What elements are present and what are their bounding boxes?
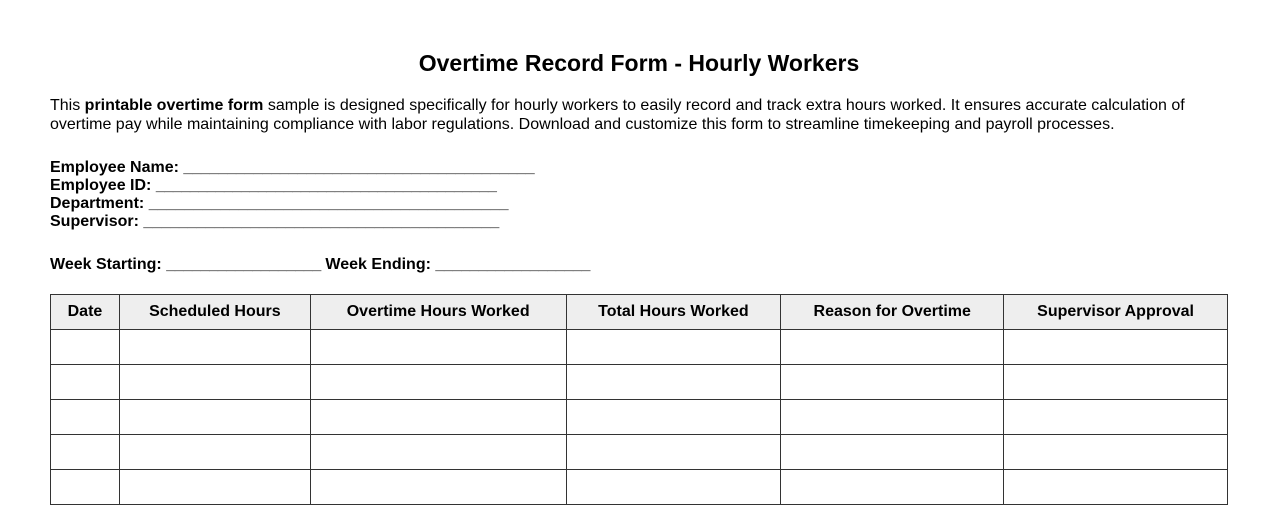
employee-id-field[interactable] [50, 177, 535, 195]
overtime-table [50, 294, 1228, 505]
table-row [51, 470, 1228, 505]
cell-reason[interactable] [781, 435, 1004, 470]
cell-total-hours[interactable] [566, 470, 781, 505]
fill-line[interactable]: ________________________________________ [155, 177, 497, 194]
fill-line[interactable]: ________________________________________ [183, 159, 535, 176]
cell-supervisor-approval[interactable] [1004, 435, 1228, 470]
table-header-row [51, 295, 1228, 330]
header-overtime-hours: Overtime Hours Worked [310, 295, 566, 330]
week-starting-label: Week Starting: [50, 256, 162, 273]
cell-reason[interactable] [781, 330, 1004, 365]
cell-scheduled-hours[interactable] [119, 330, 310, 365]
department-field[interactable] [50, 195, 535, 213]
cell-supervisor-approval[interactable] [1004, 365, 1228, 400]
field-label: Supervisor: [50, 213, 139, 230]
cell-overtime-hours[interactable] [310, 400, 566, 435]
header-date: Date [51, 295, 120, 330]
field-label: Employee ID: [50, 177, 152, 194]
cell-reason[interactable] [781, 470, 1004, 505]
cell-total-hours[interactable] [566, 330, 781, 365]
table-row [51, 330, 1228, 365]
table-row [51, 400, 1228, 435]
field-label: Employee Name: [50, 159, 179, 176]
intro-paragraph [50, 97, 1240, 134]
supervisor-field[interactable] [50, 213, 535, 231]
header-total-hours: Total Hours Worked [566, 295, 781, 330]
table-row [51, 435, 1228, 470]
cell-supervisor-approval[interactable] [1004, 330, 1228, 365]
table-row [51, 365, 1228, 400]
cell-overtime-hours[interactable] [310, 435, 566, 470]
cell-total-hours[interactable] [566, 365, 781, 400]
cell-supervisor-approval[interactable] [1004, 400, 1228, 435]
cell-date[interactable] [51, 470, 120, 505]
cell-date[interactable] [51, 365, 120, 400]
cell-supervisor-approval[interactable] [1004, 470, 1228, 505]
cell-date[interactable] [51, 435, 120, 470]
cell-scheduled-hours[interactable] [119, 365, 310, 400]
fill-line[interactable]: ________________________________________ [148, 195, 509, 212]
employee-info [50, 159, 535, 231]
intro-bold-link: printable overtime form [84, 97, 264, 114]
cell-total-hours[interactable] [566, 400, 781, 435]
cell-date[interactable] [51, 330, 120, 365]
cell-reason[interactable] [781, 400, 1004, 435]
cell-reason[interactable] [781, 365, 1004, 400]
cell-overtime-hours[interactable] [310, 365, 566, 400]
cell-scheduled-hours[interactable] [119, 435, 310, 470]
intro-text-start: This [50, 97, 85, 114]
field-label: Department: [50, 195, 145, 212]
week-ending-line[interactable]: __________________ [435, 256, 591, 273]
cell-overtime-hours[interactable] [310, 330, 566, 365]
header-supervisor-approval: Supervisor Approval [1004, 295, 1228, 330]
fill-line[interactable]: ________________________________________ [143, 213, 500, 230]
cell-scheduled-hours[interactable] [119, 400, 310, 435]
header-reason: Reason for Overtime [781, 295, 1004, 330]
employee-name-field[interactable] [50, 159, 535, 177]
cell-total-hours[interactable] [566, 435, 781, 470]
page-title: Overtime Record Form - Hourly Workers [418, 50, 860, 76]
intro-text-end: sample is designed specifically for hourly workers to easily record and track extra hours worked. It ensures accurate calculation of overtime pay while maintaining compliance with labor regulations. Download and customize this form to streamline timekeeping and payroll processes. [50, 97, 1185, 133]
week-period [50, 256, 590, 274]
cell-overtime-hours[interactable] [310, 470, 566, 505]
week-starting-line[interactable]: __________________ [166, 256, 321, 273]
header-scheduled-hours: Scheduled Hours [119, 295, 310, 330]
cell-date[interactable] [51, 400, 120, 435]
cell-scheduled-hours[interactable] [119, 470, 310, 505]
week-ending-label: Week Ending: [325, 256, 431, 273]
